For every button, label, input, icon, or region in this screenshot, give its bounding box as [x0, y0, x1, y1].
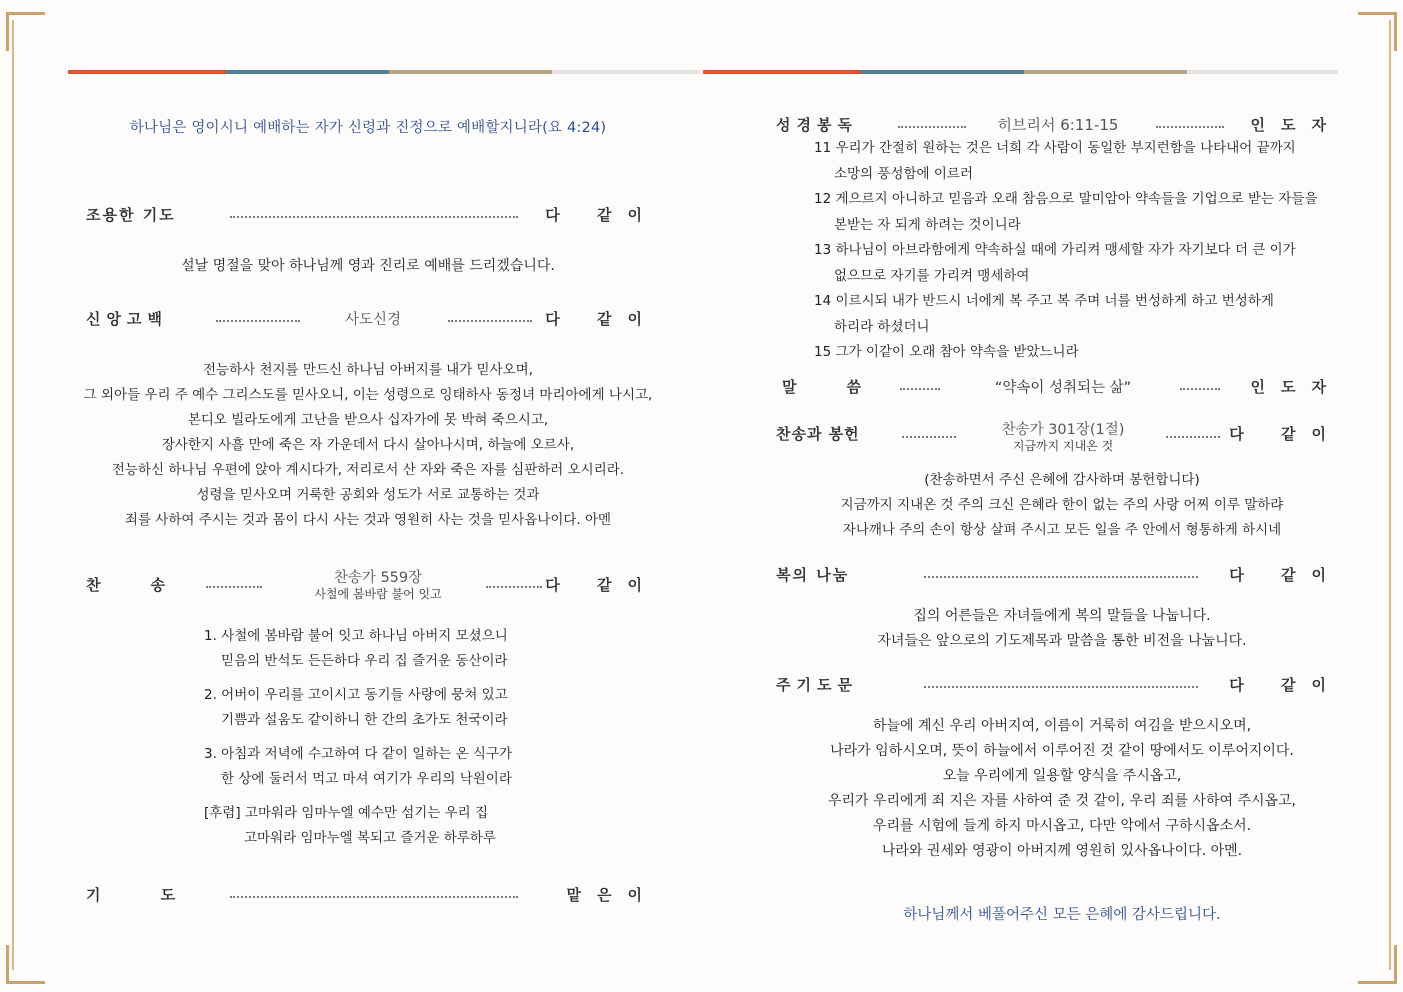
lords-prayer-line: 오늘 우리에게 일용할 양식을 주시옵고, [942, 768, 1182, 784]
bible-line: 12 게으르지 아니하고 믿음과 오래 참음으로 말미암아 약속들을 기업으로 받는 자들을 [814, 191, 1318, 207]
left-page [68, 0, 668, 992]
lords-prayer-row [772, 674, 1352, 700]
dot-leader [448, 312, 532, 322]
bible-line: 13 하나님이 아브라함에게 약속하실 때에 가리켜 맹세할 자가 자기보다 더 큰 이가 [814, 242, 1296, 258]
creed-who: 다 같이 [545, 310, 658, 328]
offering-row [772, 418, 1352, 458]
sermon-who: 인도자 [1250, 378, 1342, 396]
corner-ornament-bl [6, 945, 45, 984]
bible-line: 14 이르시되 내가 반드시 너에게 복 주고 복 주며 너를 번성하게 하고 번성하게 [814, 293, 1274, 309]
hymn-subtitle: 사철에 봄바람 불어 잇고 [314, 587, 442, 601]
sermon-label: 말씀 [782, 378, 911, 396]
bible-line: 소망의 풍성함에 이르러 [834, 165, 973, 182]
hymn-line: 2. 어버이 우리를 고이시고 동기들 사랑에 뭉쳐 있고 [204, 687, 508, 703]
bible-line: 없으므로 자기를 가리켜 맹세하여 [834, 267, 1030, 284]
sermon-row [772, 376, 1352, 402]
hymn-verse-3 [204, 742, 512, 792]
hymn-label: 찬송 [86, 576, 215, 594]
welcome-text: 설날 명절을 맞아 하나님께 영과 진리로 예배를 드리겠습니다. [181, 258, 555, 274]
offering-title: 찬송가 301장(1절) [1001, 422, 1125, 438]
opening-verse: 하나님은 영이시니 예배하는 자가 신령과 진정으로 예배할지니라(요 4:24) [129, 120, 607, 136]
hymn-who: 다 같이 [545, 576, 658, 594]
creed-title: 사도신경 [344, 312, 402, 328]
silent-prayer-who: 다 같이 [545, 206, 658, 224]
dot-leader [230, 208, 518, 218]
bible-line: 15 그가 이같이 오래 참아 약속을 받았느니라 [814, 344, 1079, 360]
dot-leader [898, 118, 966, 128]
corner-ornament-tl [6, 12, 45, 51]
dot-leader [900, 380, 940, 390]
prayer-row [68, 884, 668, 910]
creed-line: 본디오 빌라도에게 고난을 받으사 십자가에 못 박혀 죽으시고, [187, 412, 549, 428]
silent-prayer-label: 조용한 기도 [86, 206, 176, 224]
blessing-line: 집의 어른들은 자녀들에게 복의 말들을 나눕니다. [913, 608, 1211, 624]
hymn-verse-2 [204, 683, 508, 733]
offering-text [772, 468, 1352, 543]
dot-leader [486, 578, 542, 588]
hymn-line: 3. 아침과 저녁에 수고하여 다 같이 일하는 온 식구가 [204, 746, 513, 762]
bible-reading-title: 히브리서 6:11-15 [997, 116, 1119, 134]
creed-label: 신앙고백 [86, 310, 168, 328]
hymn-title-block [278, 566, 478, 602]
frame-right-line [1389, 20, 1391, 970]
offering-line: 자나깨나 주의 손이 항상 살펴 주시고 모든 일을 주 안에서 형통하게 하시네 [842, 522, 1282, 538]
lords-prayer-line: 하늘에 계신 우리 아버지여, 이름이 거룩히 여김을 받으시오며, [872, 718, 1252, 734]
bible-line: 본받는 자 되게 하려는 것이니라 [834, 216, 1021, 233]
dot-leader [924, 568, 1198, 578]
creed-line: 전능하신 하나님 우편에 앉아 계시다가, 저리로서 산 자와 죽은 자를 심판하러 오시리라. [111, 462, 625, 478]
bible-passage [814, 136, 1334, 366]
hymn-title: 찬송가 559장 [333, 570, 423, 586]
dot-leader [902, 428, 956, 438]
offering-line: (찬송하면서 주신 은혜에 감사하며 봉헌합니다) [924, 472, 1200, 488]
corner-ornament-br [1358, 945, 1397, 984]
bible-reading-label: 성경봉독 [776, 116, 858, 134]
dot-leader [924, 678, 1198, 688]
offering-who: 다 같이 [1229, 425, 1342, 443]
lords-prayer-line: 우리가 우리에게 죄 지은 자를 사하여 준 것 같이, 우리 죄를 사하여 주시옵고, [827, 793, 1297, 809]
bible-reading-who: 인도자 [1250, 116, 1342, 134]
offering-label: 찬송과 봉헌 [776, 425, 860, 443]
lords-prayer-line: 나라가 임하시오며, 뜻이 하늘에서 이루어진 것 같이 땅에서도 이루어지이다. [830, 743, 1294, 759]
creed-line: 성령을 믿사오며 거룩한 공회와 성도가 서로 교통하는 것과 [196, 487, 540, 503]
frame-left-line [12, 20, 14, 970]
blessing-text [772, 604, 1352, 654]
dot-leader [1166, 428, 1220, 438]
right-page [772, 0, 1352, 992]
creed-line: 그 외아들 우리 주 예수 그리스도를 믿사오니, 이는 성령으로 잉태하사 동정녀 마리아에게 나시고, [83, 387, 653, 403]
lords-prayer-line: 우리를 시험에 들게 하지 마시옵고, 다만 악에서 구하시옵소서. [872, 818, 1252, 834]
blessing-row [772, 564, 1352, 590]
hymn-line: 기쁨과 설움도 같이하니 한 간의 초가도 천국이라 [221, 712, 508, 728]
prayer-label: 기도 [86, 886, 235, 904]
hymn-line: [후렴] 고마워라 임마누엘 예수만 섬기는 우리 집 [204, 805, 489, 821]
closing-thanks: 하나님께서 베풀어주신 모든 은혜에 감사드립니다. [903, 907, 1221, 923]
hymn-verse-1 [204, 624, 508, 674]
offering-line: 지금까지 지내온 것 주의 크신 은혜라 한이 없는 주의 사랑 어찌 이루 말하랴 [840, 497, 1284, 513]
dot-leader [206, 578, 262, 588]
hymn-refrain [204, 801, 496, 851]
hymn-line: 고마워라 임마누엘 복되고 즐거운 하루하루 [244, 830, 496, 846]
prayer-who: 맡은이 [566, 886, 658, 904]
offering-subtitle: 지금까지 지내온 것 [1012, 439, 1114, 453]
blessing-who: 다 같이 [1229, 566, 1342, 584]
dot-leader [216, 312, 300, 322]
dot-leader [1180, 380, 1220, 390]
lords-prayer-label: 주기도문 [776, 676, 858, 694]
hymn-line: 믿음의 반석도 든든하다 우리 집 즐거운 동산이라 [221, 653, 508, 669]
lords-prayer-text [772, 714, 1352, 864]
creed-line: 죄를 사하여 주시는 것과 몸이 다시 사는 것과 영원히 사는 것을 믿사옵나이다. 아멘 [124, 512, 612, 528]
offering-title-block [968, 418, 1158, 454]
creed-line: 장사한지 사흘 만에 죽은 자 가운데서 다시 살아나시며, 하늘에 오르사, [161, 437, 575, 453]
lords-prayer-who: 다 같이 [1229, 676, 1342, 694]
creed-line: 전능하사 천지를 만드신 하나님 아버지를 내가 믿사오며, [203, 362, 533, 378]
bible-line: 11 우리가 간절히 원하는 것은 너희 각 사람이 동일한 부지런함을 나타내어 끝까지 [814, 140, 1296, 156]
silent-prayer-row [68, 204, 668, 230]
sermon-title: “약속이 성취되는 삶” [994, 380, 1132, 396]
corner-ornament-tr [1358, 12, 1397, 51]
blessing-label: 복의 나눔 [776, 566, 850, 584]
creed-text [68, 358, 668, 533]
hymn-line: 1. 사철에 봄바람 불어 잇고 하나님 아버지 모셨으니 [204, 628, 508, 644]
dot-leader [230, 888, 518, 898]
creed-row [68, 308, 668, 334]
dot-leader [1156, 118, 1224, 128]
hymn-row [68, 566, 668, 606]
blessing-line: 자녀들은 앞으로의 기도제목과 말씀을 통한 비전을 나눕니다. [877, 633, 1247, 649]
hymn-line: 한 상에 둘러서 먹고 마셔 여기가 우리의 낙원이라 [221, 771, 512, 787]
lords-prayer-line: 나라와 권세와 영광이 아버지께 영원히 있사옵나이다. 아멘. [881, 843, 1243, 859]
bible-line: 하리라 하셨더니 [834, 318, 930, 335]
